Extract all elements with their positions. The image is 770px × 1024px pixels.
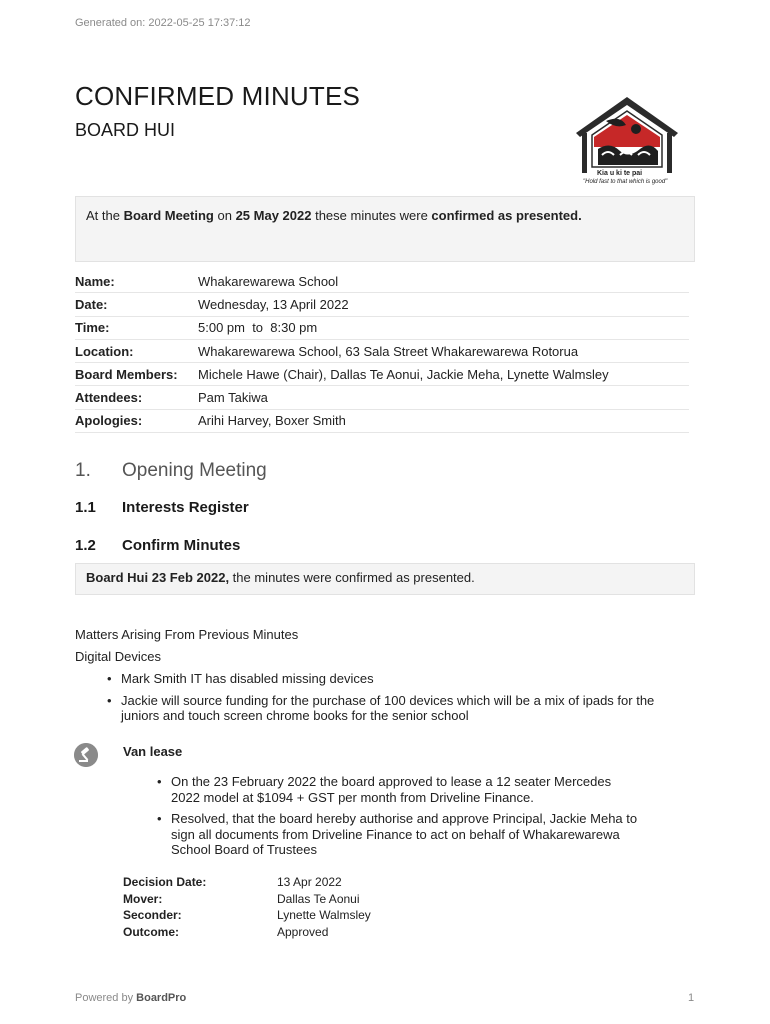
minutes-note-box [75, 563, 695, 595]
footer-brand: BoardPro [136, 992, 187, 1004]
details-row-attendees [75, 386, 689, 409]
meeting-type: Board Meeting [123, 208, 214, 223]
list-item: • Jackie will source funding for the purchase of 100 devices which will be a mix of ipads for the juniors and touch screen chrome books for the senior school [107, 693, 692, 724]
minutes-note-bold: Board Hui 23 Feb 2022, [86, 570, 230, 585]
details-label: Location: [75, 343, 134, 359]
decision-value: Approved [277, 924, 329, 939]
details-value: Whakarewarewa School, 63 Sala Street Whakarewarewa Rotorua [198, 343, 579, 359]
section-number: 1. [75, 460, 91, 481]
decision-table [123, 874, 371, 940]
confirmation-box [75, 196, 695, 262]
details-value: Whakarewarewa School [198, 273, 339, 289]
details-value: Pam Takiwa [198, 390, 268, 406]
details-label: Apologies: [75, 413, 143, 429]
gavel-icon [74, 743, 98, 767]
details-value: Arihi Harvey, Boxer Smith [198, 413, 346, 429]
page-number: 1 [688, 992, 695, 1004]
decision-row-seconder [123, 907, 371, 924]
footer-text: Powered by [75, 992, 137, 1004]
decision-row-date [123, 874, 371, 891]
list-item: • Resolved, that the board hereby authorise and approve Principal, Jackie Meha to sign all documents from Driveline Finance to act on behalf of Whakarewarewa School Board of Trustees [157, 811, 642, 858]
subsection-number: 1.2 [75, 537, 96, 554]
confirmation-text: on [213, 208, 236, 223]
decision-row-mover [123, 891, 371, 908]
minutes-note-text: the minutes were confirmed as presented. [229, 570, 475, 585]
subsection-title: Interests Register [122, 499, 249, 516]
decision-label: Mover: [123, 891, 163, 906]
digital-devices-list [107, 671, 692, 730]
confirmation-text: these minutes were [311, 208, 432, 223]
details-label: Name: [75, 273, 115, 289]
decision-label: Outcome: [123, 924, 180, 939]
logo-motto: Kia u ki te pai [597, 170, 643, 177]
page-subtitle: BOARD HUI [75, 120, 176, 140]
subsection-heading-confirm-minutes [75, 537, 240, 554]
logo-motto-translation: "Hold fast to that which is good" [583, 179, 668, 185]
confirmation-text: At the [86, 208, 124, 223]
section-heading-opening-meeting [75, 460, 267, 482]
details-value: Wednesday, 13 April 2022 [198, 296, 349, 312]
decision-value: 13 Apr 2022 [277, 875, 342, 890]
list-item: • Mark Smith IT has disabled missing devices [107, 671, 692, 687]
meeting-details-table [75, 270, 689, 433]
details-row-location [75, 340, 689, 363]
decision-value: Dallas Te Aonui [277, 891, 360, 906]
list-item: • On the 23 February 2022 the board approved to lease a 12 seater Mercedes 2022 model at $1094 + GST per month from Driveline Finance. [157, 774, 642, 805]
confirmation-status: confirmed as presented. [431, 208, 582, 223]
details-label: Date: [75, 296, 108, 312]
details-value: 5:00 pm to 8:30 pm [198, 320, 318, 336]
subsection-number: 1.1 [75, 499, 96, 516]
details-label: Time: [75, 320, 110, 336]
generated-timestamp: Generated on: 2022-05-25 17:37:12 [75, 17, 251, 29]
details-row-name [75, 270, 689, 293]
details-label: Board Members: [75, 366, 178, 382]
decision-label: Seconder: [123, 908, 182, 923]
details-row-date [75, 293, 689, 316]
details-value: Michele Hawe (Chair), Dallas Te Aonui, Jackie Meha, Lynette Walmsley [198, 366, 609, 382]
decision-row-outcome [123, 924, 371, 941]
decision-label: Decision Date: [123, 875, 207, 890]
section-title: Opening Meeting [122, 460, 267, 481]
subsection-title: Confirm Minutes [122, 537, 241, 554]
footer-powered-by [75, 992, 186, 1004]
van-lease-list [157, 774, 642, 864]
subsection-heading-interests-register [75, 499, 249, 516]
details-row-apologies [75, 410, 689, 433]
van-lease-title: Van lease [123, 744, 183, 759]
details-row-board-members [75, 363, 689, 386]
matters-arising-heading: Matters Arising From Previous Minutes [75, 627, 299, 642]
details-label: Attendees: [75, 390, 143, 406]
digital-devices-heading: Digital Devices [75, 649, 161, 664]
confirmation-date: 25 May 2022 [235, 208, 312, 223]
decision-value: Lynette Walmsley [277, 908, 371, 923]
page-title: CONFIRMED MINUTES [75, 81, 361, 111]
details-row-time [75, 317, 689, 340]
